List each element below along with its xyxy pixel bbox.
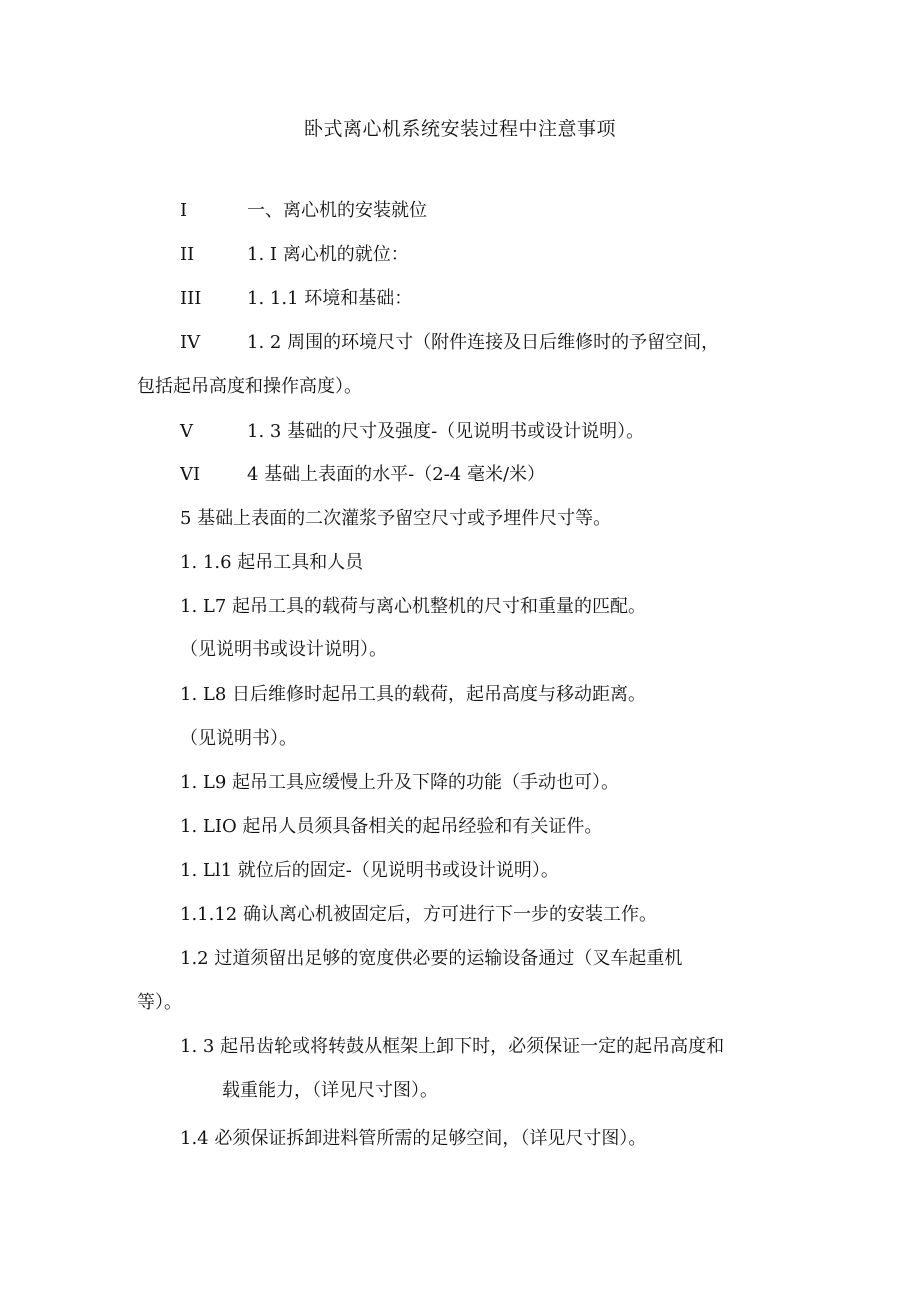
document-title: 卧式离心机系统安装过程中注意事项 (303, 118, 616, 140)
line-5: 包括起吊高度和操作高度）。 (137, 376, 362, 397)
line-15: 1. LIO 起吊人员须具备相关的起吊经验和有关证件。 (180, 816, 603, 837)
line-4: 1. 2 周围的环境尺寸（附件连接及日后维修时的予留空间， (247, 332, 720, 353)
line-7: 4 基础上表面的水平-（2-4 毫米/米） (247, 464, 546, 485)
line-6: 1. 3 基础的尺寸及强度-（见说明书或设计说明）。 (247, 421, 645, 442)
line-21: 载重能力，（详见尺寸图）。 (222, 1080, 438, 1101)
line-marker-7: VI (180, 464, 201, 485)
line-marker-1: I (180, 200, 188, 221)
line-19: 等）。 (137, 992, 182, 1013)
line-14: 1. L9 起吊工具应缓慢上升及下降的功能（手动也可）。 (180, 772, 620, 793)
line-8: 5 基础上表面的二次灌浆予留空尺寸或予埋件尺寸等。 (180, 508, 612, 529)
line-10: 1. L7 起吊工具的载荷与离心机整机的尺寸和重量的匹配。 (180, 596, 647, 617)
line-13: （见说明书）。 (180, 728, 297, 749)
line-marker-6: V (180, 421, 193, 442)
line-marker-4: IV (180, 332, 201, 353)
line-marker-2: II (180, 244, 195, 265)
line-1: 一、离心机的安装就位 (247, 200, 427, 221)
line-3: 1. 1.1 环境和基础： (247, 288, 413, 309)
line-marker-3: III (180, 288, 202, 309)
line-22: 1.4 必须保证拆卸进料管所需的足够空间，（详见尺寸图）。 (180, 1128, 647, 1149)
line-12: 1. L8 日后维修时起吊工具的载荷，起吊高度与移动距离。 (180, 684, 647, 705)
line-2: 1. I 离心机的就位： (247, 244, 409, 265)
line-17: 1.1.12 确认离心机被固定后，方可进行下一步的安装工作。 (180, 904, 657, 925)
line-16: 1. Ll1 就位后的固定-（见说明书或设计说明）。 (180, 860, 559, 881)
line-20: 1. 3 起吊齿轮或将转鼓从框架上卸下时，必须保证一定的起吊高度和 (180, 1036, 725, 1057)
line-9: 1. 1.6 起吊工具和人员 (180, 552, 364, 573)
line-18: 1.2 过道须留出足够的宽度供必要的运输设备通过（叉车起重机 (180, 948, 683, 969)
line-11: （见说明书或设计说明）。 (180, 639, 387, 660)
